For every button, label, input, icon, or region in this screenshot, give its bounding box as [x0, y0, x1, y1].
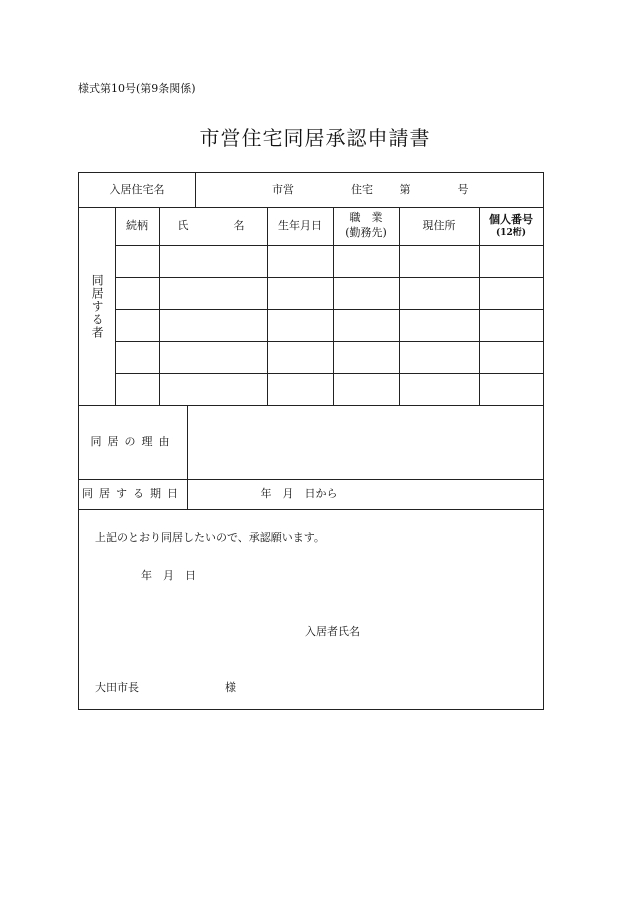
- reason-field[interactable]: [187, 405, 543, 479]
- reason-label: 同居の理由: [90, 434, 176, 448]
- header-relation: 続柄: [126, 218, 148, 232]
- declaration-date: 年 月 日: [141, 568, 196, 582]
- header-name-1: 氏: [177, 218, 189, 232]
- col-divider: [195, 173, 196, 207]
- header-occupation: [333, 207, 399, 245]
- header-mynumber-sub: (12桁): [495, 228, 527, 239]
- header-name-2: 名: [233, 218, 245, 232]
- header-occupation-title: 職 業: [349, 211, 383, 225]
- header-address: 現住所: [422, 218, 456, 232]
- members-section-label: 同居する者: [90, 273, 105, 339]
- addressee-honorific: 様: [225, 680, 236, 694]
- move-in-date-value: 年 月 日から: [260, 486, 338, 500]
- residence-label: 入居住宅名: [109, 182, 165, 196]
- application-form-table: [78, 172, 544, 710]
- residence-go: 号: [457, 182, 469, 196]
- col-divider: [159, 207, 160, 405]
- header-mynumber-title: 個人番号: [489, 212, 533, 226]
- row-divider: [79, 509, 543, 510]
- residence-city: 市営: [272, 182, 294, 196]
- applicant-name-label: 入居者氏名: [305, 624, 360, 638]
- residence-housing: 住宅: [351, 182, 373, 196]
- header-occupation-sub: (勤務先): [345, 226, 387, 239]
- header-mynumber: [479, 207, 543, 245]
- form-number: 様式第10号(第9条関係): [78, 82, 196, 95]
- declaration-statement: 上記のとおり同居したいので、承認願います。: [95, 530, 325, 544]
- document-title: 市営住宅同居承認申請書: [199, 126, 431, 150]
- move-in-date-label: 同居する期日: [82, 486, 184, 500]
- header-birthdate: 生年月日: [278, 218, 322, 232]
- addressee: 大田市長: [95, 680, 139, 694]
- residence-dai: 第: [399, 182, 411, 196]
